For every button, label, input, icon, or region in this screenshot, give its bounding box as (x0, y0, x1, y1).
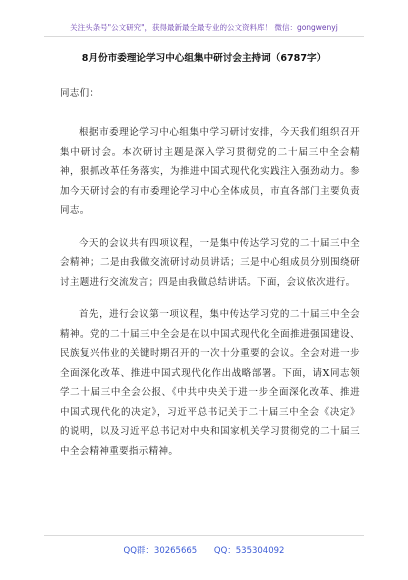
header-divider (44, 36, 364, 37)
paragraph-intro: 根据市委理论学习中心组集中学习研讨安排，今天我们组织召开集中研讨会。本次研讨主题是深入学习贯彻党的二十届三中全会精神，狠抓改革任务落实，为推进中国式现代化实践注入强劲动力。参加今天研讨会的有市委理论学习中心全体成员，市直各部门主要负责同志。 (60, 127, 360, 216)
salutation: 同志们： (60, 88, 100, 99)
document-title: 8月份市委理论学习中心组集中研讨会主持词（6787字） (81, 53, 327, 64)
paragraph-first-item: 首先，进行会议第一项议程，集中传达学习党的二十届三中全会精神。党的二十届三中全会是在以中国式现代化全面推进强国建设、民族复兴伟业的关键时期召开的一次十分重要的会议。全会对进一步全面深化改革、推进中国式现代化作出战略部署。下面，请X同志领学二十届三中全会公报、《中共中央关于进一步全面深化改革、推进中国式现代化的决定》，习近平总书记关于二十届三中全会《决定》的说明，以及习近平总书记对中央和国家机关学习贯彻党的二十届三中全会精神重要指示精神。 (60, 309, 360, 457)
footer-qq: QQ：535304092 (213, 546, 285, 556)
paragraph-agenda: 今天的会议共有四项议程，一是集中传达学习党的二十届三中全会精神；二是由我做交流研讨动员讲话；三是中心组成员分别围绕研讨主题进行交流发言；四是由我做总结讲话。下面，会议依次进行。 (60, 237, 360, 288)
footer-contacts (0, 544, 408, 556)
footer-divider (44, 535, 364, 536)
footer-qq-group: QQ群：30265665 (123, 546, 198, 556)
header-banner: 关注头条号"公文研究"，获得最新最全最专业的公文资料库！ 微信：gongwenyj (70, 23, 338, 32)
document-body (60, 86, 360, 474)
